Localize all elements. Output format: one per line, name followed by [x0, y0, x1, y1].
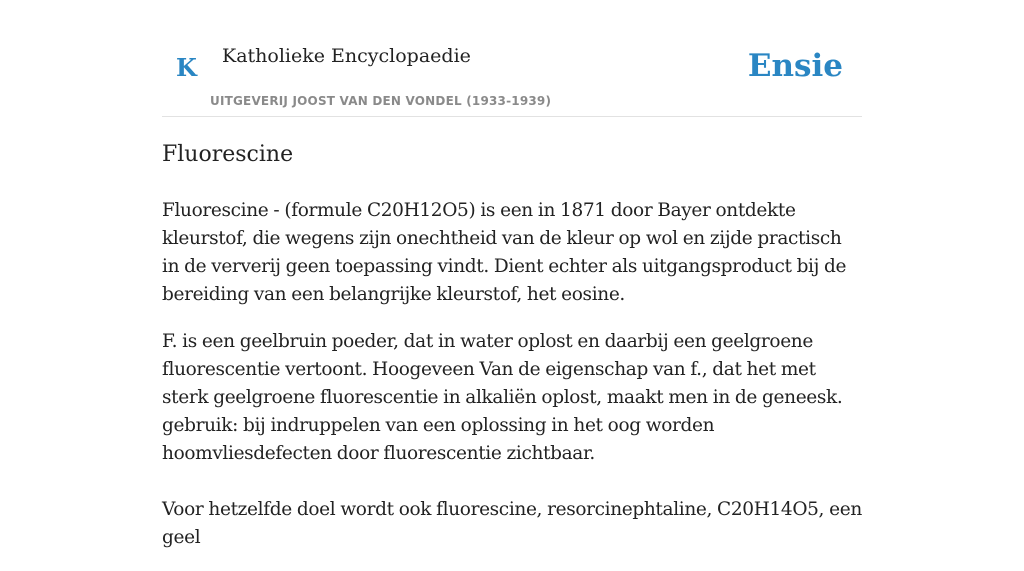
article	[162, 140, 862, 571]
site-header	[162, 0, 862, 117]
publisher-subtitle: UITGEVERIJ JOOST VAN DEN VONDEL (1933-1939)	[210, 94, 552, 108]
logo-k-icon[interactable]: K	[176, 53, 197, 82]
article-paragraph-3: Voor hetzelfde doel wordt ook fluorescine, resorcinephtaline, C20H14O5, een geel	[162, 499, 862, 548]
article-paragraph-2: F. is een geelbruin poeder, dat in water oplost en daarbij een geelgroene fluorescentie vertoont. Hoogeveen Van de eigenschap van f., dat het met sterk geelgroene fluorescentie in alkaliën oplost, maakt men in de geneesk. gebruik: bij indruppelen van een oplossing in het oog worden hoomvliesdefecten door fluorescentie zichtbaar.	[162, 331, 843, 464]
ensie-logo[interactable]: Ensie	[747, 48, 843, 84]
article-title: Fluorescine	[162, 142, 294, 167]
encyclopedia-title[interactable]: Katholieke Encyclopaedie	[222, 45, 471, 67]
article-paragraph-1: Fluorescine - (formule C20H12O5) is een in 1871 door Bayer ontdekte kleurstof, die wegens zijn onechtheid van de kleur op wol en zijde practisch in de ververij geen toepassing vindt. Dient echter als uitgangsproduct bij de bereiding van een belangrijke kleurstof, het eosine.	[162, 200, 847, 305]
